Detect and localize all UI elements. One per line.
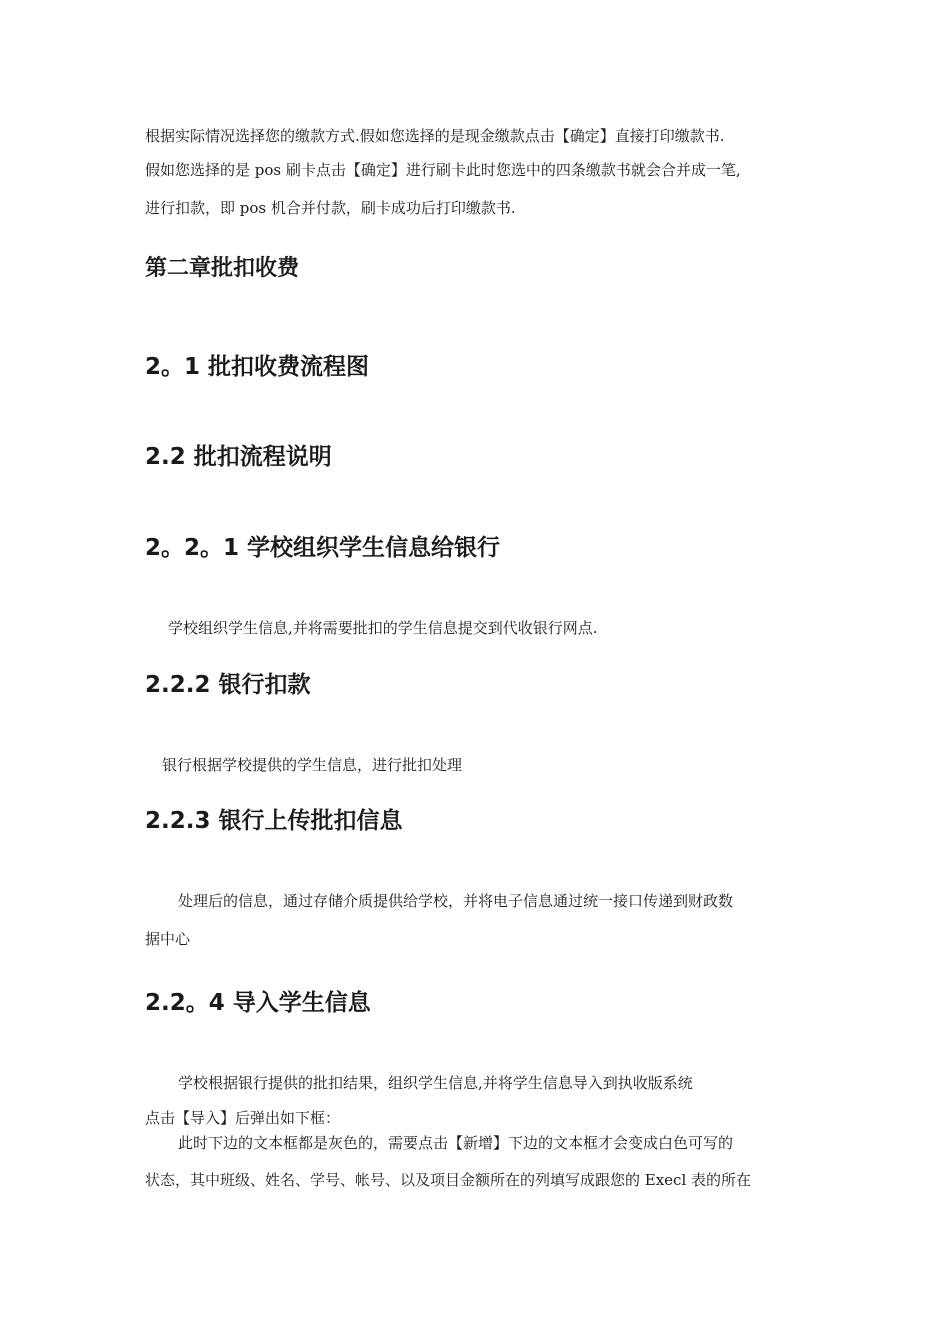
intro-line-3: 进行扣款，即 pos 机合并付款，刷卡成功后打印缴款书.	[145, 199, 516, 217]
intro-line-2: 假如您选择的是 pos 刷卡点击【确定】进行刷卡此时您选中的四条缴款书就会合并成一笔,	[145, 161, 741, 179]
intro-line-1: 根据实际情况选择您的缴款方式.假如您选择的是现金缴款点击【确定】直接打印缴款书.	[145, 127, 725, 145]
section-2-2-4-text-2: 点击【导入】后弹出如下框：	[145, 1109, 341, 1127]
section-2-2-2-text: 银行根据学校提供的学生信息，进行批扣处理	[162, 756, 463, 774]
section-2-1-heading: 2。1 批扣收费流程图	[145, 354, 370, 380]
section-2-2-3-text-1: 处理后的信息，通过存储介质提供给学校，并将电子信息通过统一接口传递到财政数	[178, 892, 734, 910]
section-2-2-3-text-2: 据中心	[145, 930, 191, 948]
section-2-2-4-text-1: 学校根据银行提供的批扣结果，组织学生信息,并将学生信息导入到执收版系统	[178, 1074, 693, 1092]
section-2-2-4-text-3: 此时下边的文本框都是灰色的，需要点击【新增】下边的文本框才会变成白色可写的	[178, 1134, 734, 1152]
section-2-2-heading: 2.2 批扣流程说明	[145, 444, 332, 470]
section-2-2-3-heading: 2.2.3 银行上传批扣信息	[145, 808, 403, 834]
chapter-title: 第二章批扣收费	[145, 256, 300, 281]
section-2-2-1-heading: 2。2。1 学校组织学生信息给银行	[145, 535, 501, 561]
section-2-2-4-text-4: 状态，其中班级、姓名、学号、帐号、以及项目金额所在的列填写成跟您的 Execl 表的所在	[145, 1171, 752, 1189]
section-2-2-1-text: 学校组织学生信息,并将需要批扣的学生信息提交到代收银行网点.	[168, 619, 598, 637]
section-2-2-4-heading: 2.2。4 导入学生信息	[145, 990, 371, 1016]
section-2-2-2-heading: 2.2.2 银行扣款	[145, 672, 311, 698]
